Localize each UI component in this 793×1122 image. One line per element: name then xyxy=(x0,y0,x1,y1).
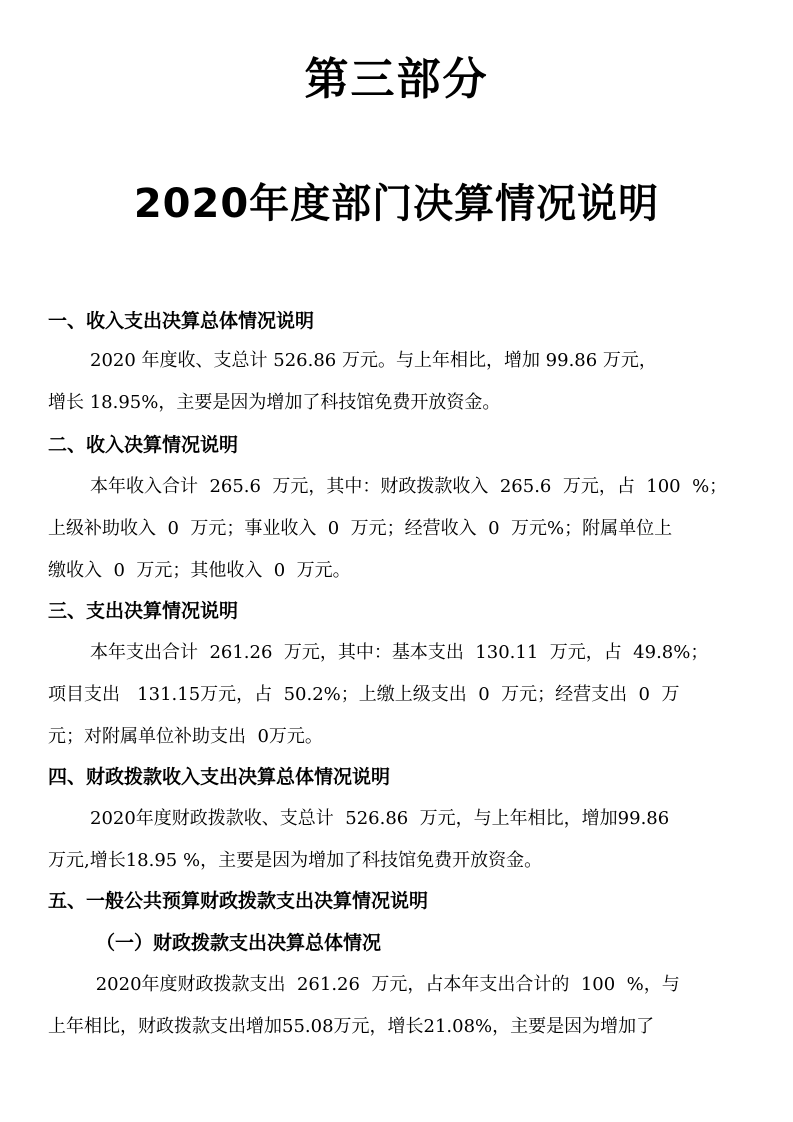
paragraph-line: 上级补助收入 0 万元；事业收入 0 万元；经营收入 0 万元%；附属单位上 xyxy=(48,518,673,539)
main-title: 2020年度部门决算情况说明 xyxy=(133,181,660,227)
section-heading-3: 三、支出决算情况说明 xyxy=(48,600,239,622)
paragraph-line: 元；对附属单位补助支出 0万元。 xyxy=(48,726,323,747)
sub-heading-5-1: （一）财政拨款支出决算总体情况 xyxy=(96,932,382,954)
paragraph-line: 增长 18.95%，主要是因为增加了科技馆免费开放资金。 xyxy=(48,392,501,413)
section-heading-2: 二、收入决算情况说明 xyxy=(48,434,239,456)
paragraph-line: 万元,增长18.95 %，主要是因为增加了科技馆免费开放资金。 xyxy=(48,850,543,871)
paragraph-line: 本年收入合计 265.6 万元，其中：财政拨款收入 265.6 万元，占 100 %； xyxy=(90,476,728,497)
paragraph-line: 项目支出 131.15万元，占 50.2%；上缴上级支出 0 万元；经营支出 0 万 xyxy=(48,684,680,705)
paragraph-line: 缴收入 0 万元；其他收入 0 万元。 xyxy=(48,560,351,581)
paragraph-line: 2020年度财政拨款收、支总计 526.86 万元，与上年相比，增加99.86 xyxy=(90,808,670,829)
section-heading-1: 一、收入支出决算总体情况说明 xyxy=(48,310,315,332)
paragraph-line: 2020年度财政拨款支出 261.26 万元，占本年支出合计的 100 %，与 xyxy=(90,974,680,995)
paragraph-line: 本年支出合计 261.26 万元，其中：基本支出 130.11 万元，占 49.8%； xyxy=(90,642,709,663)
part-title: 第三部分 xyxy=(304,54,489,105)
section-heading-5: 五、一般公共预算财政拨款支出决算情况说明 xyxy=(48,890,429,912)
paragraph-line: 上年相比，财政拨款支出增加55.08万元，增长21.08%，主要是因为增加了 xyxy=(48,1016,655,1037)
section-heading-4: 四、财政拨款收入支出决算总体情况说明 xyxy=(48,766,391,788)
paragraph-line: 2020 年度收、支总计 526.86 万元。与上年相比，增加 99.86 万元， xyxy=(90,350,657,371)
